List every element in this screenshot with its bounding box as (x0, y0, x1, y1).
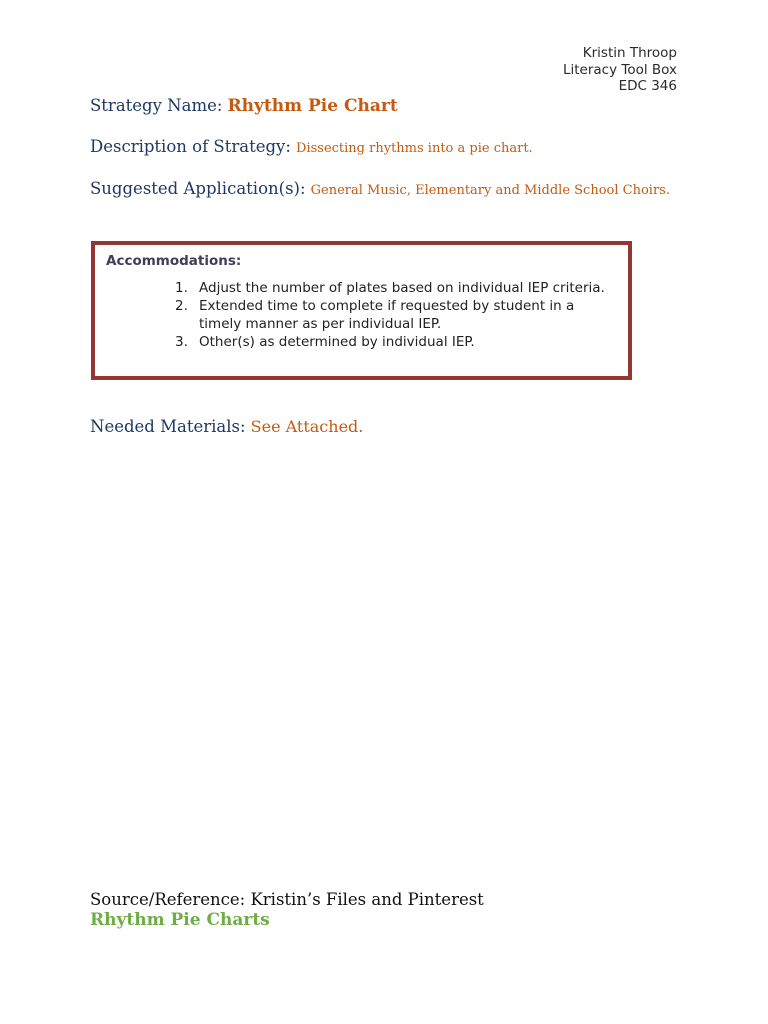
application-label: Suggested Application(s): (90, 179, 306, 198)
accommodation-number: 2. (175, 298, 188, 314)
source-link[interactable]: Rhythm Pie Charts (90, 910, 270, 930)
collection-title: Literacy Tool Box (562, 61, 677, 78)
accommodations-title: Accommodations: (106, 253, 242, 269)
course-code: EDC 346 (618, 78, 677, 94)
materials-field (90, 417, 363, 436)
accommodation-item (175, 297, 620, 333)
materials-value: See Attached. (250, 417, 364, 436)
description-field (90, 137, 533, 156)
accommodation-number: 1. (175, 280, 188, 296)
accommodation-text: Other(s) as determined by individual IEP. (199, 334, 475, 350)
application-field (90, 179, 670, 198)
author-name: Kristin Throop (582, 45, 677, 61)
application-value: General Music, Elementary and Middle School Choirs. (310, 183, 670, 198)
accommodations-box (91, 241, 632, 380)
materials-label: Needed Materials: (90, 417, 246, 436)
document-header (563, 45, 677, 95)
accommodation-item (175, 279, 620, 297)
source-reference: Source/Reference: Kristin’s Files and Pinterest (90, 890, 484, 909)
strategy-name-field (90, 96, 398, 116)
description-value: Dissecting rhythms into a pie chart. (296, 141, 533, 156)
accommodation-number: 3. (175, 334, 188, 350)
accommodation-text: Adjust the number of plates based on individual IEP criteria. (199, 280, 605, 296)
accommodation-item (175, 333, 620, 351)
accommodations-list (175, 279, 620, 351)
strategy-name-label: Strategy Name: (90, 96, 223, 115)
accommodation-text: Extended time to complete if requested by student in a timely manner as per individual IEP. (199, 298, 575, 332)
strategy-name-value: Rhythm Pie Chart (227, 96, 398, 116)
description-label: Description of Strategy: (90, 137, 291, 156)
